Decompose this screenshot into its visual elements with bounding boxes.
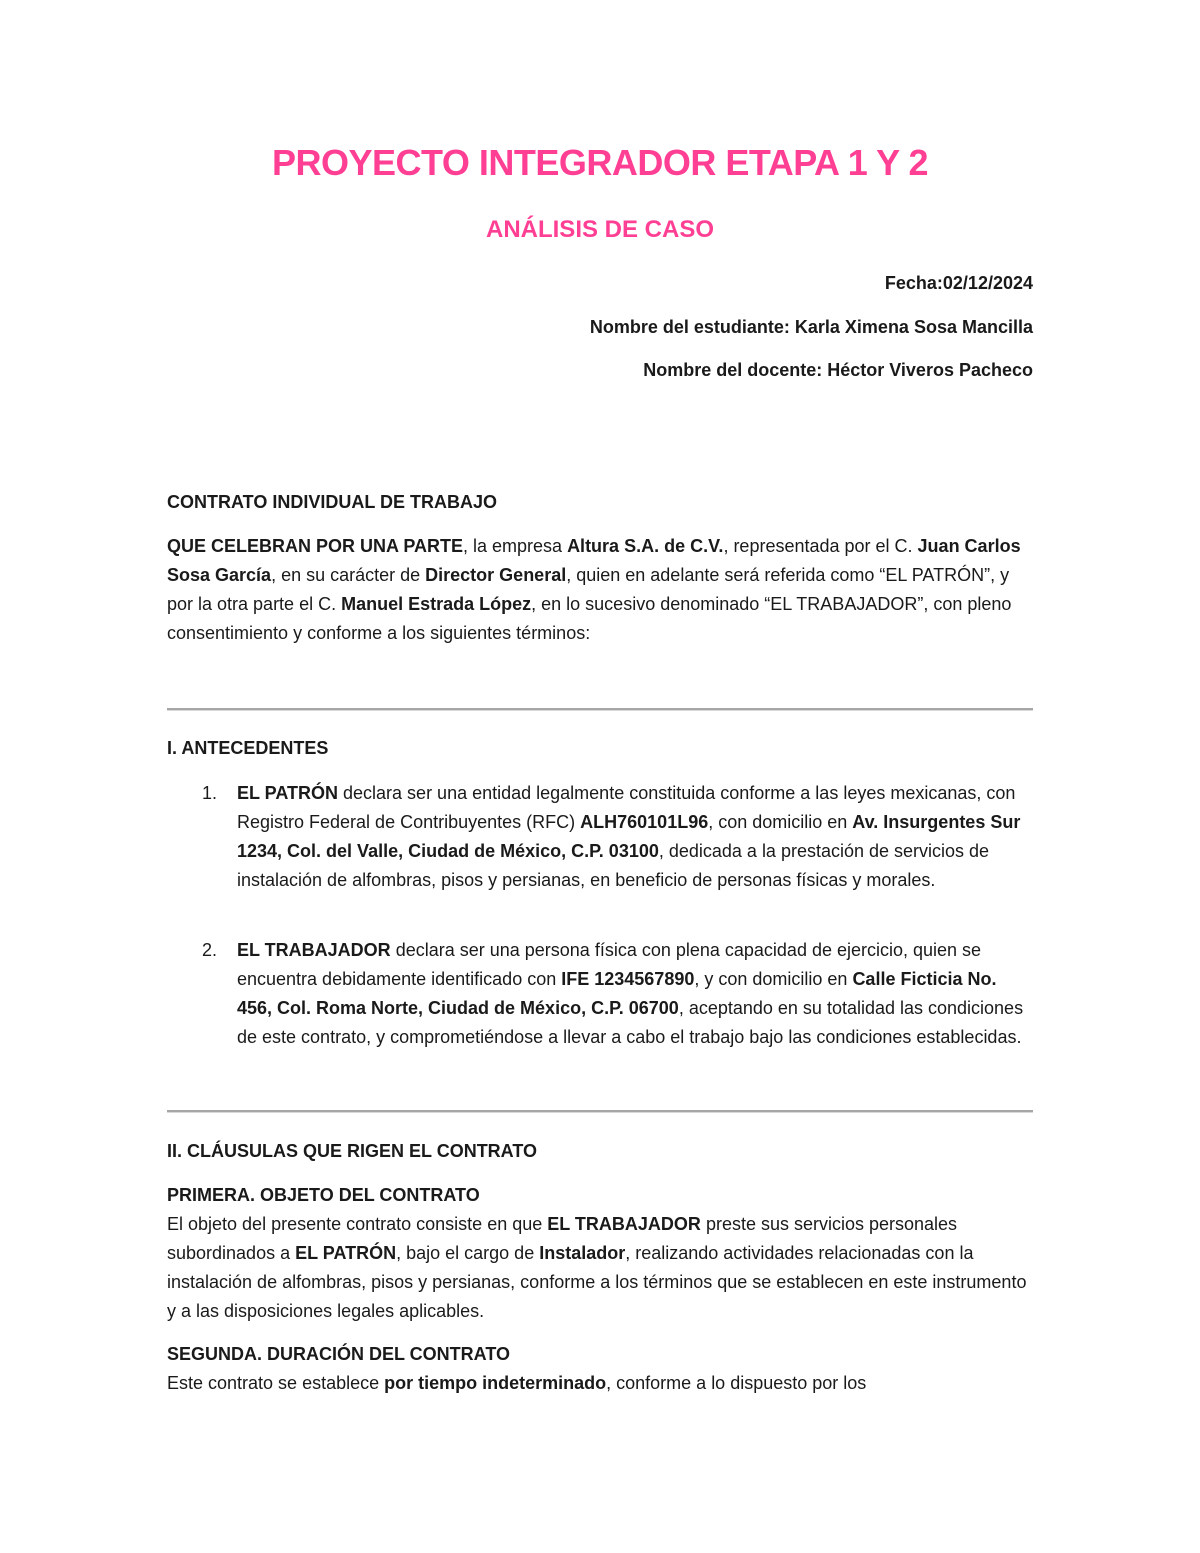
student-name-line: Nombre del estudiante: Karla Ximena Sosa Mancilla xyxy=(589,317,1033,337)
contract-heading: CONTRATO INDIVIDUAL DE TRABAJO xyxy=(167,492,498,512)
job-title: Instalador xyxy=(539,1243,626,1263)
list-number: 1. xyxy=(202,783,218,803)
clause-text: El objeto del presente contrato consiste en que xyxy=(167,1214,548,1234)
date-line: Fecha:02/12/2024 xyxy=(884,273,1033,293)
contract-intro-paragraph xyxy=(167,532,1033,648)
item-text: , dedicada a la prestación de servicios de instalación de alfombras, pisos y persianas, en beneficio de personas físicas y morales. xyxy=(237,841,990,890)
party-name: EL PATRÓN xyxy=(295,1243,397,1263)
antecedentes-heading: I. ANTECEDENTES xyxy=(167,738,329,758)
list-item-text xyxy=(237,779,1033,895)
address-value: Calle Ficticia No. 456, Col. Roma Norte, Ciudad de México, C.P. 06700 xyxy=(237,969,997,1018)
item-text: , con domicilio en xyxy=(708,812,853,832)
clause-text: , conforme a lo dispuesto por los xyxy=(606,1373,867,1393)
item-text: declara ser una persona física con plena capacidad de ejercicio, quien se encuentra debidamente identificado con xyxy=(237,940,982,989)
party-name: EL TRABAJADOR xyxy=(237,940,391,960)
intro-text: , la empresa xyxy=(463,536,568,556)
party-name: EL TRABAJADOR xyxy=(547,1214,701,1234)
intro-text: , quien en adelante será referida como “EL PATRÓN”, y por la otra parte el C. xyxy=(167,565,1010,614)
list-item-text xyxy=(237,936,1033,1052)
contract-term: por tiempo indeterminado xyxy=(384,1373,607,1393)
clause-primera-heading: PRIMERA. OBJETO DEL CONTRATO xyxy=(167,1185,480,1205)
teacher-name-line: Nombre del docente: Héctor Viveros Pacheco xyxy=(643,360,1033,380)
section-divider xyxy=(167,1110,1033,1113)
clause-text: preste sus servicios personales subordinados a xyxy=(167,1214,958,1263)
section-divider xyxy=(167,708,1033,711)
clause-text: , realizando actividades relacionadas con la instalación de alfombras, pisos y persianas, conforme a los términos que se establecen en este instrumento y a las disposiciones legales aplicables. xyxy=(167,1243,1027,1321)
item-text: , y con domicilio en xyxy=(694,969,853,989)
rfc-value: ALH760101L96 xyxy=(580,812,709,832)
intro-text: , en su carácter de xyxy=(271,565,426,585)
document-subtitle: ANÁLISIS DE CASO xyxy=(485,216,715,243)
address-value: Av. Insurgentes Sur 1234, Col. del Valle, Ciudad de México, C.P. 03100 xyxy=(237,812,1021,861)
document-title: PROYECTO INTEGRADOR ETAPA 1 Y 2 xyxy=(272,142,928,183)
party-name: EL PATRÓN xyxy=(237,783,339,803)
intro-bold-text: QUE CELEBRAN POR UNA PARTE xyxy=(167,536,464,556)
item-text: , aceptando en su totalidad las condiciones de este contrato, y comprometiéndose a llevar a cabo el trabajo bajo las condiciones establecidas. xyxy=(237,998,1024,1047)
list-number: 2. xyxy=(202,940,218,960)
document-page xyxy=(167,0,1033,1553)
intro-text: , representada por el C. xyxy=(723,536,918,556)
clause-segunda-text xyxy=(167,1369,1033,1398)
id-value: IFE 1234567890 xyxy=(561,969,695,989)
clause-segunda-heading: SEGUNDA. DURACIÓN DEL CONTRATO xyxy=(167,1344,511,1364)
clausulas-heading: II. CLÁUSULAS QUE RIGEN EL CONTRATO xyxy=(167,1141,538,1161)
representative-name: Juan Carlos Sosa García xyxy=(167,536,1021,585)
item-text: declara ser una entidad legalmente constituida conforme a las leyes mexicanas, con Registro Federal de Contribuyentes (RFC) xyxy=(237,783,1016,832)
clause-text: Este contrato se establece xyxy=(167,1373,385,1393)
clause-primera-text xyxy=(167,1210,1033,1326)
worker-name: Manuel Estrada López xyxy=(341,594,532,614)
intro-text: , en lo sucesivo denominado “EL TRABAJADOR”, con pleno consentimiento y conforme a los siguientes términos: xyxy=(167,594,1012,643)
clause-text: , bajo el cargo de xyxy=(396,1243,540,1263)
representative-role: Director General xyxy=(425,565,567,585)
company-name: Altura S.A. de C.V. xyxy=(567,536,724,556)
